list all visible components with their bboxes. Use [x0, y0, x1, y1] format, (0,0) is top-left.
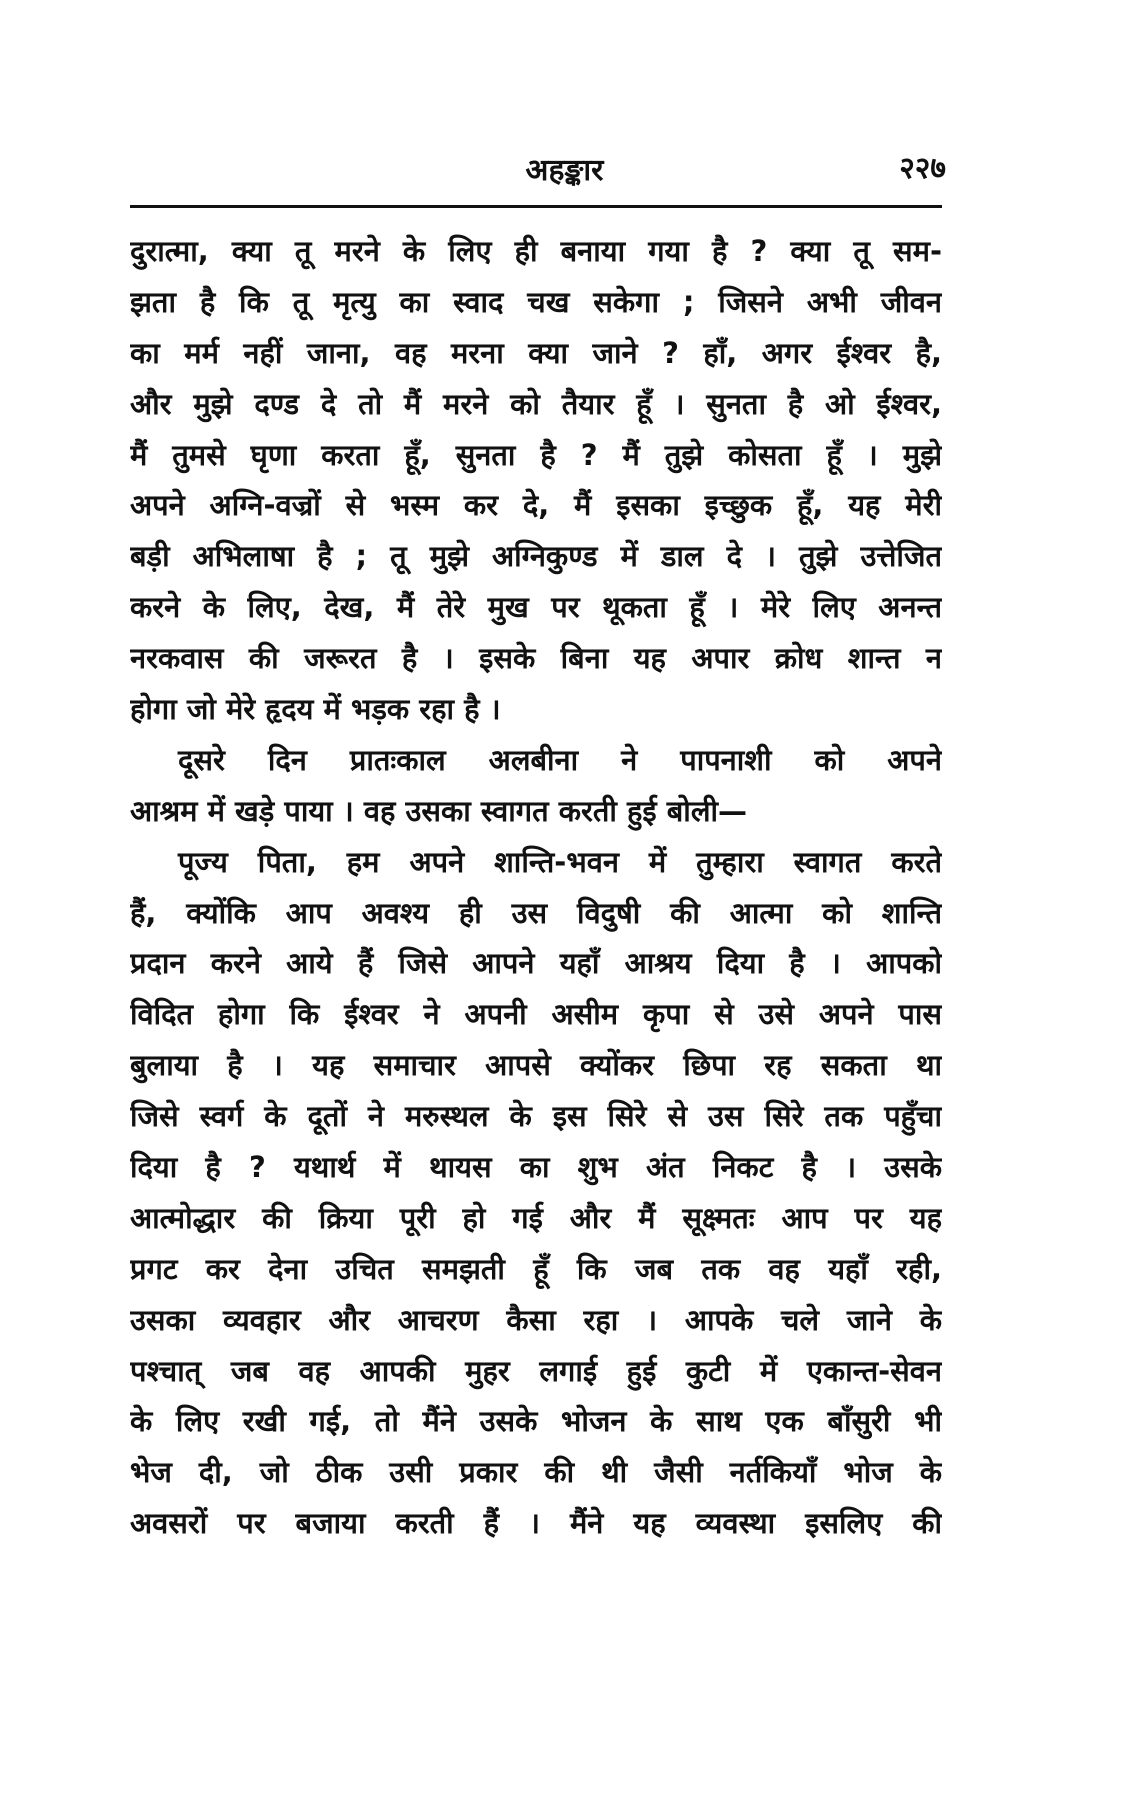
text-line: अवसरों पर बजाया करती हैं । मैंने यह व्यवस्था इसलिए की [130, 1506, 942, 1541]
text-line: नरकवास की जरूरत है । इसके बिना यह अपार क्रोध शान्त न [130, 641, 942, 676]
text-line: पश्चात् जब वह आपकी मुहर लगाई हुई कुटी में एकान्त-सेवन [130, 1353, 942, 1388]
running-header-title: अहङ्कार [525, 153, 604, 188]
text-line: बुलाया है । यह समाचार आपसे क्योंकर छिपा रह सकता था [130, 1048, 942, 1083]
text-line: के लिए रखी गई, तो मैंने उसके भोजन के साथ एक बाँसुरी भी [130, 1404, 942, 1439]
text-line: आश्रम में खड़े पाया । वह उसका स्वागत करती हुई बोली— [130, 793, 747, 828]
text-line: का मर्म नहीं जाना, वह मरना क्या जाने ? हाँ, अगर ईश्वर है, [130, 335, 942, 370]
text-line: होगा जो मेरे हृदय में भड़क रहा है । [130, 692, 501, 727]
text-line: उसका व्यवहार और आचरण कैसा रहा । आपके चले जाने के [130, 1302, 942, 1337]
text-line: विदित होगा कि ईश्वर ने अपनी असीम कृपा से उसे अपने पास [130, 997, 942, 1032]
paragraph-start-line: दूसरे दिन प्रातःकाल अलबीना ने पापनाशी को अपने [178, 742, 942, 777]
text-line: दिया है ? यथार्थ में थायस का शुभ अंत निकट है । उसके [130, 1150, 942, 1185]
text-line: दुरात्मा, क्या तू मरने के लिए ही बनाया गया है ? क्या तू सम- [130, 234, 942, 268]
text-line: झता है कि तू मृत्यु का स्वाद चख सकेगा ; जिसने अभी जीवन [130, 284, 942, 319]
text-line: हैं, क्योंकि आप अवश्य ही उस विदुषी की आत्मा को शान्ति [130, 895, 942, 930]
text-line: प्रदान करने आये हैं जिसे आपने यहाँ आश्रय दिया है । आपको [130, 946, 942, 981]
text-line: आत्मोद्धार की क्रिया पूरी हो गई और मैं सूक्ष्मतः आप पर यह [130, 1200, 942, 1235]
text-line: बड़ी अभिलाषा है ; तू मुझे अग्निकुण्ड में डाल दे । तुझे उत्तेजित [130, 539, 942, 574]
page-number: २२७ [899, 151, 946, 186]
text-line: जिसे स्वर्ग के दूतों ने मरुस्थल के इस सिरे से उस सिरे तक पहुँचा [130, 1099, 942, 1134]
text-line: भेज दी, जो ठीक उसी प्रकार की थी जैसी नर्तकियाँ भोज के [130, 1455, 942, 1490]
text-line: मैं तुमसे घृणा करता हूँ, सुनता है ? मैं तुझे कोसता हूँ । मुझे [130, 437, 942, 472]
body-text [130, 226, 942, 1549]
paragraph-start-line: पूज्य पिता, हम अपने शान्ति-भवन में तुम्हारा स्वागत करते [178, 844, 942, 879]
header-rule [130, 205, 942, 208]
text-line: अपने अग्नि-वज्रों से भस्म कर दे, मैं इसका इच्छुक हूँ, यह मेरी [130, 488, 942, 523]
text-line: प्रगट कर देना उचित समझती हूँ कि जब तक वह यहाँ रही, [130, 1251, 942, 1286]
text-line: और मुझे दण्ड दे तो मैं मरने को तैयार हूँ । सुनता है ओ ईश्वर, [130, 386, 942, 421]
text-line: करने के लिए, देख, मैं तेरे मुख पर थूकता हूँ । मेरे लिए अनन्त [130, 590, 942, 625]
